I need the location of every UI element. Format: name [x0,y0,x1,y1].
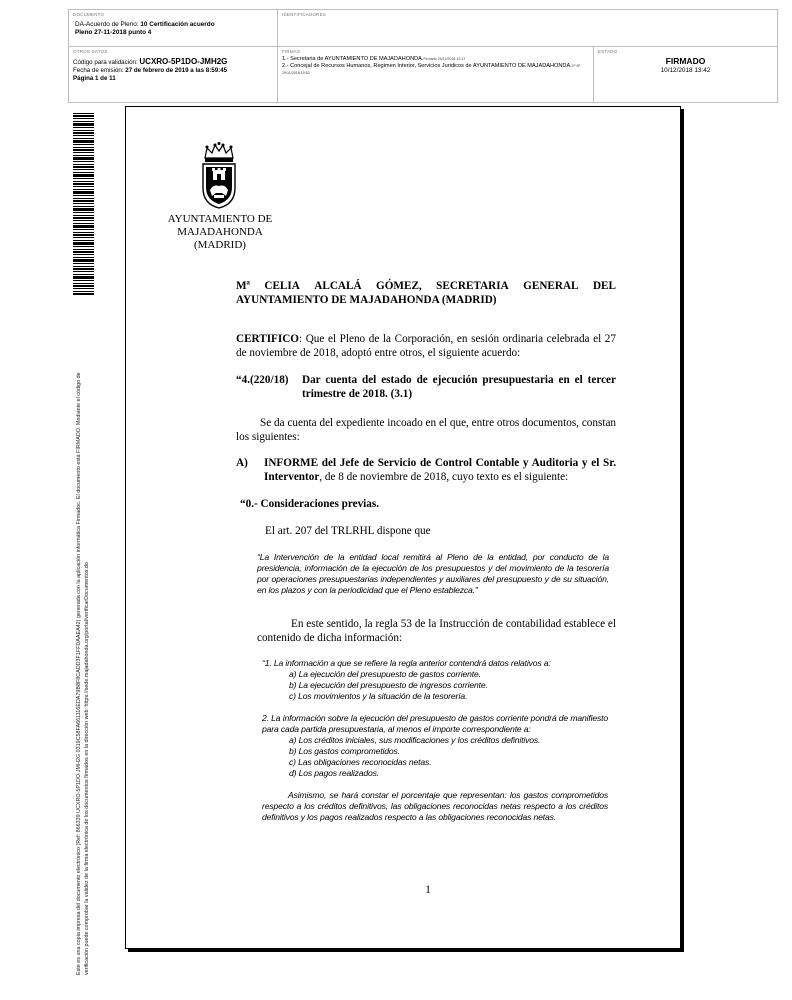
agenda-item-title: Dar cuenta del estado de ejecución presupuestaria en el tercer trimestre de 2018. (3.1) [302,374,616,400]
emission-date: 27 de febrero de 2019 a las 8:59:45 [125,67,228,74]
page-number: 1 [425,884,431,896]
otros-datos-cell [69,47,277,102]
certification-paragraph: CERTIFICO: Que el Pleno de la Corporación, en sesión ordinaria celebrada el 27 de noviembre de 2018, adoptó entre otros, el siguiente acuerdo: [236,333,616,359]
estado-caption: ESTADO [598,49,618,54]
document-metadata-table [68,9,778,103]
section-heading: “0.- Consideraciones previas. [240,498,380,510]
firma-2-date: Vº Bº 29/11/2018 15:52 [282,64,581,75]
quoted-regulation: “1. La información a que se refiere la regla anterior contendrá datos relativos a: a) La ejecución del presupuesto de gastos corriente. b) La ejecución del presupuesto de ingresos corriente. c) Los movimientos y la situación de la tesorería. 2. La información sobre la ejecución del presupuesto de gastos corriente pondrá de manifiesto para cada partida presupuestaria, al menos el importe correspondiente a: a) Los créditos iniciales, sus modificaciones y los créditos definitivos. b) Los gastos comprometidos. c) Las obligaciones reconocidas netas. d) Los pagos realizados. Asimismo, se hará constar el porcentaje que representan: los gastos comprometidos respecto a los créditos definitivos, las obligaciones reconocidas netas respecto a los créditos definitivos y los pagos realizados respecto a las obligaciones reconocidas netas. [262,658,608,822]
identificadores-caption: IDENTIFICADORES [282,12,327,17]
emission-date-label: Fecha de emisión: [73,67,126,74]
status-badge: FIRMADO [665,56,706,66]
status-date: 10/12/2018 13:42 [660,67,711,74]
validation-code-label: Código para validación: [73,59,140,66]
agenda-item-number: “4.(220/18) [236,374,289,386]
documento-value: DA-Acuerdo de Pleno: 10 Certificación acuerdo Pleno 27-11-2018 punto 4 [75,21,215,36]
firma-1-date: Firmado 29/11/2018 13:37 [423,57,466,61]
verification-side-text: Este es una copia impresa del documento electrónico (Ref: 866339 UCXRO-5P1DO-JMH2G 0319C58FA661116EDA79B8F8CADD3F1FFDAAEA42) generada con la aplicación informática Firmadoc. El documento está FIRMADO. Mediante el código de verificación puede comprobar la validez de la firma electrónica de los documentos firmados en la dirección web: https://sede.majadahonda.org/portal/verificarDocumentos.do [76,372,90,975]
letterhead: AYUNTAMIENTO DE MAJADAHONDA (MADRID) [167,213,273,251]
validation-code: UCXRO-5P1DO-JMH2G [139,57,228,66]
informe-paragraph: A) INFORME del Jefe de Servicio de Control Contable y Auditoria y el Sr. Interventor, de 8 de noviembre de 2018, cuyo texto es el siguiente: [236,457,616,483]
expediente-paragraph: Se da cuenta del expediente incoado en el que, entre otros documentos, constan los siguientes: [236,417,616,443]
agenda-item [236,374,616,401]
estado-cell [593,47,777,102]
page-count: Página 1 de 11 [73,75,116,82]
coat-of-arms-icon [197,142,241,210]
documento-cell [69,10,277,46]
article-intro: El art. 207 del TRLRHL dispone que [265,525,431,537]
firmas-cell [277,47,593,102]
regla-paragraph: En este sentido, la regla 53 de la Instrucción de contabilidad establece el contenido de dicha información: [257,618,616,644]
firmas-caption: FIRMAS [282,49,301,54]
quoted-law-text: “La Intervención de la entidad local remitirá al Pleno de la entidad, por conducto de la presidencia, información de la ejecución de los presupuestos y del movimiento de la tesorería por operaciones presupuestarias independientes y auxiliares del presupuesto y de su situación, en los plazos y con la periodicidad que el Pleno establezca.” [257,552,609,595]
documento-caption: DOCUMENTO [73,12,105,17]
identificadores-cell [277,10,777,46]
firma-1: 1.- Secretaria de AYUNTAMIENTO DE MAJADAHONDA. [282,56,424,62]
barcode [73,113,94,295]
signatory-heading: Mª CELIA ALCALÁ GÓMEZ, SECRETARIA GENERAL DEL AYUNTAMIENTO DE MAJADAHONDA (MADRID) [236,280,616,306]
otros-datos-caption: OTROS DATOS [73,49,108,54]
firma-2: 2.- Concejal de Recursos Humanos, Regimen Interior, Servicios Juridicos de AYUNTAMIENTO DE MAJADAHONDA. [282,63,572,69]
